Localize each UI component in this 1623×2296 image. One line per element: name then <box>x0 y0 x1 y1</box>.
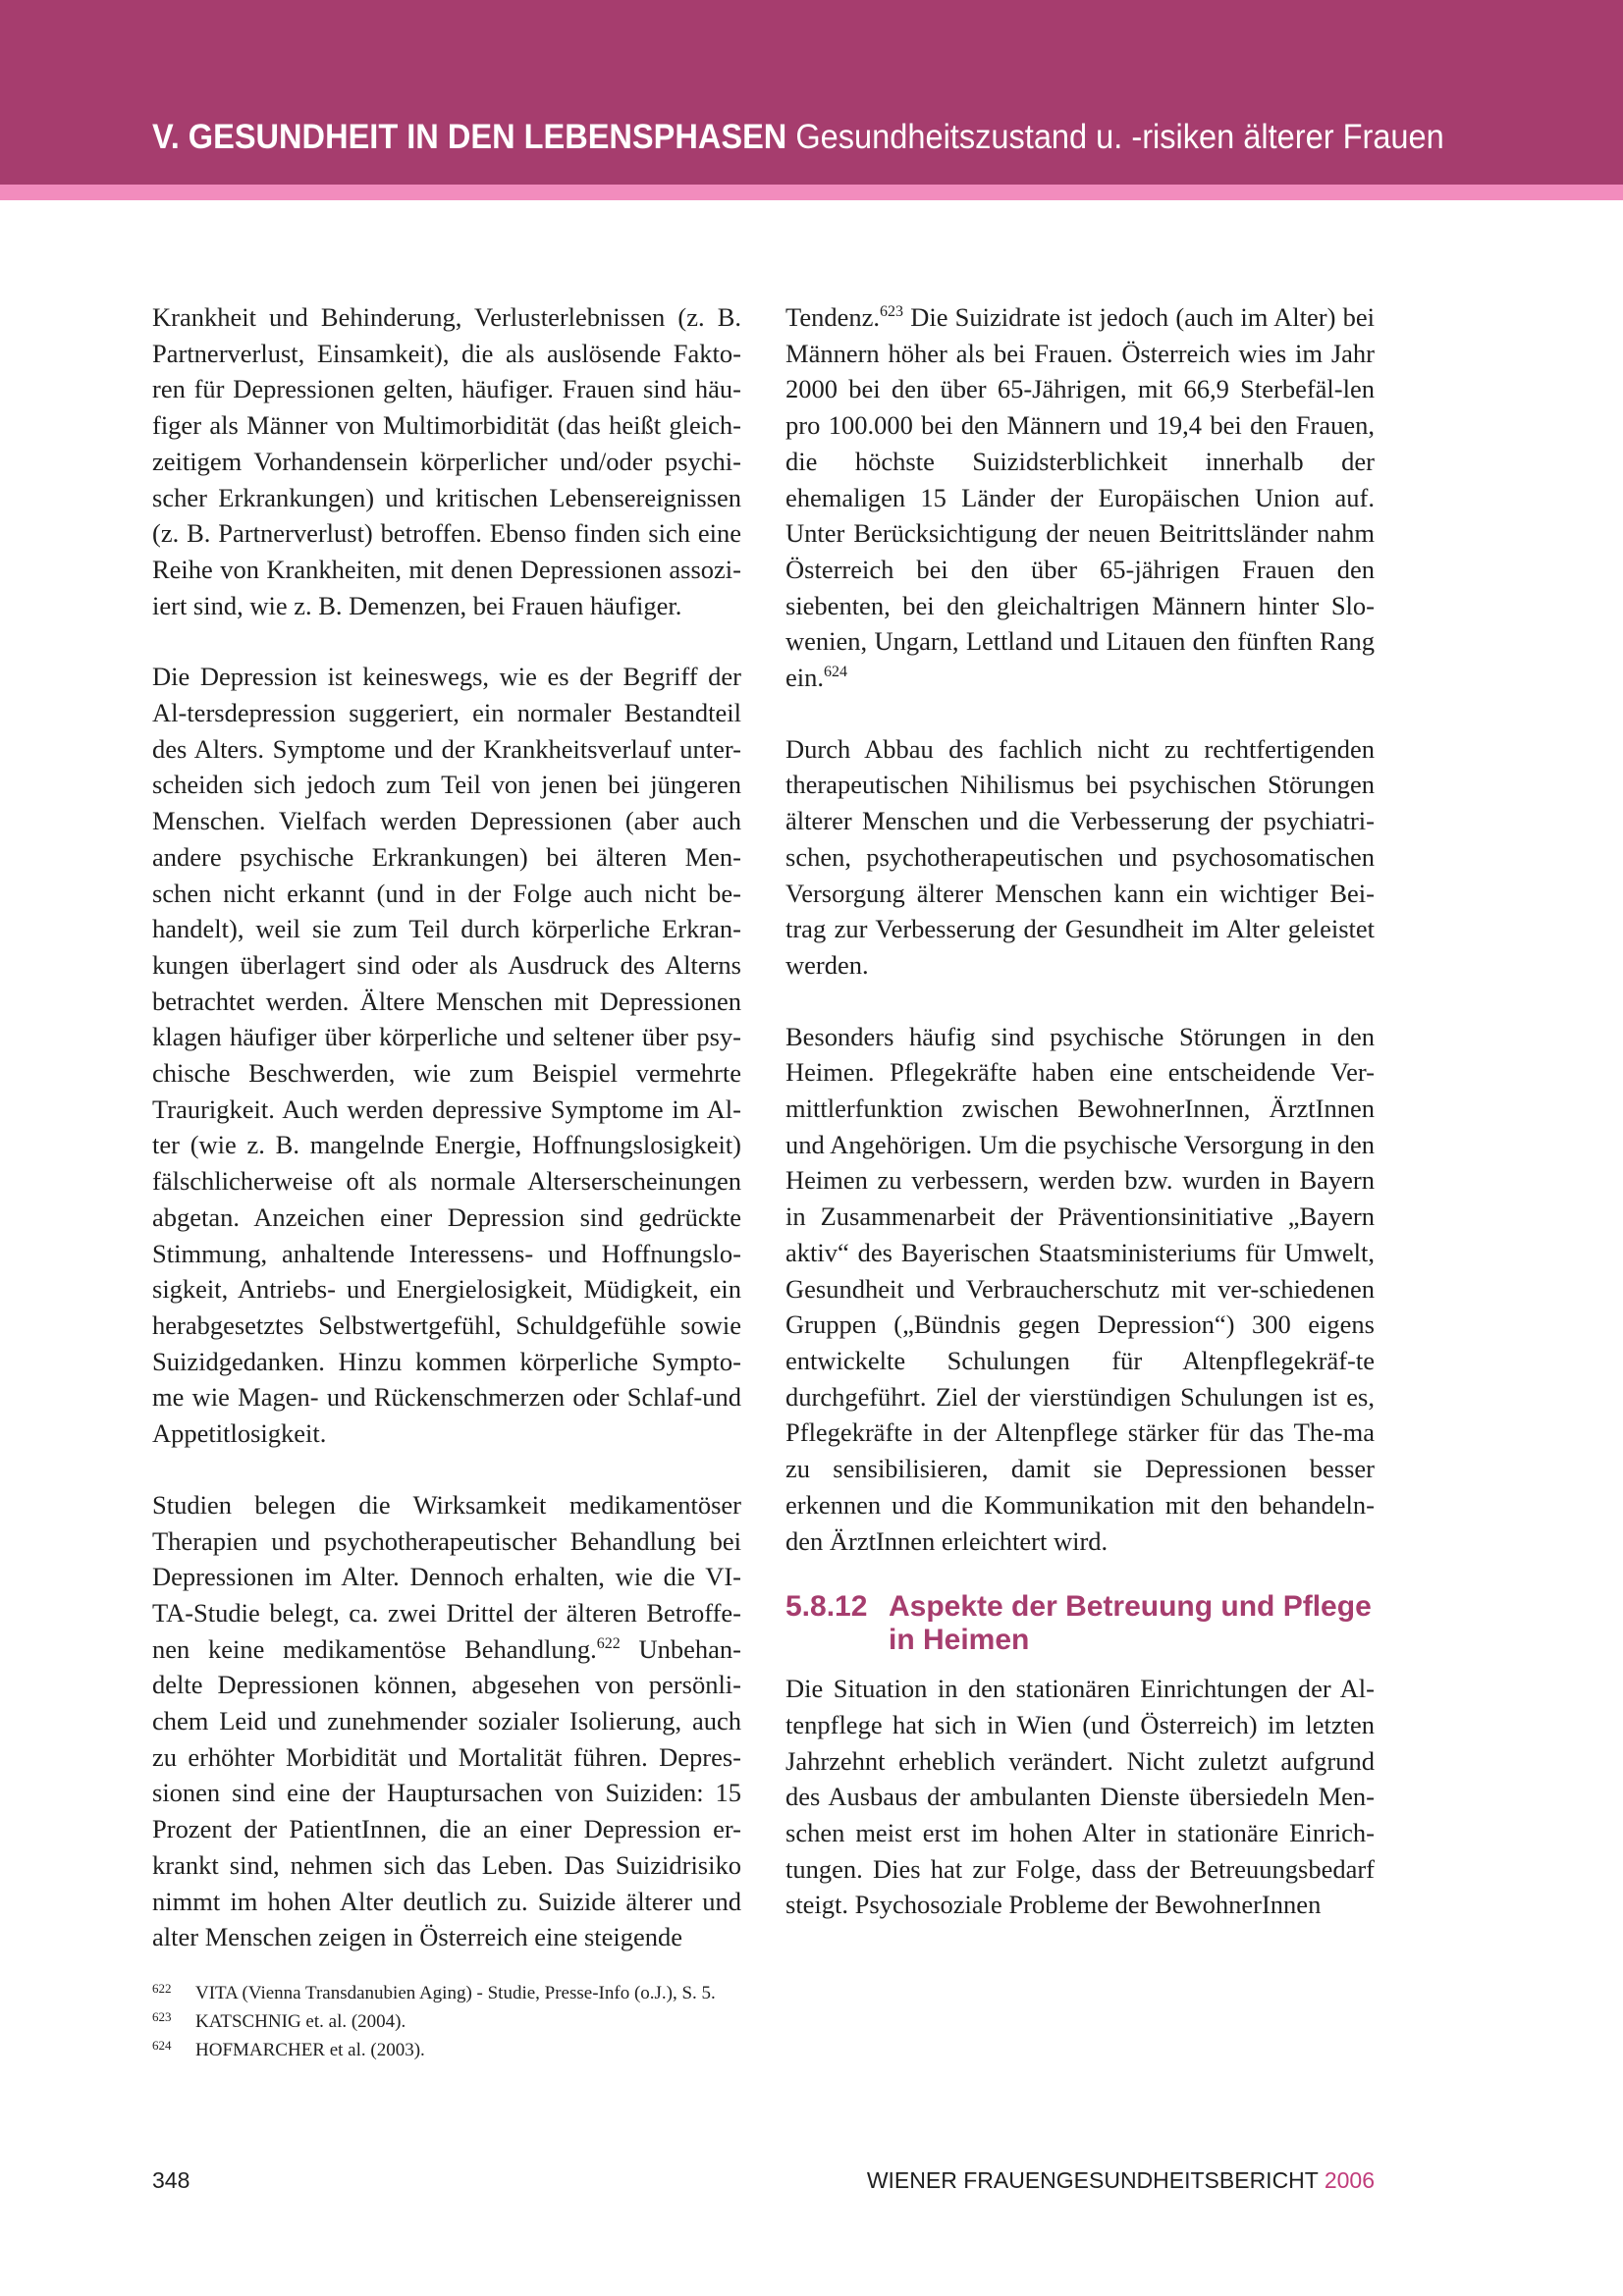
paragraph-text: Tendenz. <box>785 302 880 332</box>
section-number: 5.8.12 <box>785 1590 868 1624</box>
paragraph: Krankheit und Behinderung, Verlusterlebnissen (z. B. Partnerverlust, Einsamkeit), die als auslösende Fakto-ren für Depressionen gelten, häufiger. Frauen sind häu-figer als Männer von Multimorbidität (das heißt gleich-zeitigem Vorhandensein körperlicher und/oder psychi-scher Erkrankungen) und kritischen Lebensereignissen (z. B. Partnerverlust) betroffen. Ebenso finden sich eine Reihe von Krankheiten, mit denen Depressionen assozi-iert sind, wie z. B. Demenzen, bei Frauen häufiger. <box>152 302 741 620</box>
footnote-ref: 624 <box>824 664 847 681</box>
report-name: WIENER FRAUENGESUNDHEITSBERICHT <box>866 2167 1319 2193</box>
left-column <box>152 299 741 1955</box>
footnote-ref: 622 <box>596 1634 621 1652</box>
section-title: Aspekte der Betreuung und Pflege in Heimen <box>889 1590 1372 1657</box>
paragraph: Besonders häufig sind psychische Störungen in den Heimen. Pflegekräfte haben eine entscheidende Ver-mittlerfunktion zwischen BewohnerInnen, ÄrztInnen und Angehörigen. Um die psychische Versorgung in den Heimen zu verbessern, werden bzw. wurden in Bayern in Zusammenarbeit der Präventionsinitiative „Bayern aktiv“ des Bayerischen Staatsministeriums für Umwelt, Gesundheit und Verbraucherschutz mit ver-schiedenen Gruppen („Bündnis gegen Depression“) 300 eigens entwickelte Schulungen für Altenpflegekräf-te durchgeführt. Ziel der vierstündigen Schulungen ist es, Pflegekräfte in der Altenpflege stärker für das The-ma zu sensibilisieren, damit sie Depressionen besser erkennen und die Kommunikation mit den behandeln-den ÄrztInnen erleichtert wird. <box>785 1021 1375 1556</box>
footnote <box>152 2036 1330 2064</box>
report-year: 2006 <box>1324 2167 1375 2193</box>
paragraph <box>152 1487 741 1955</box>
paragraph <box>785 299 1375 696</box>
header-band <box>0 0 1623 185</box>
footnote-text: HOFMARCHER et al. (2003). <box>195 2040 425 2060</box>
running-header <box>152 120 1444 154</box>
footnote-number: 622 <box>152 1981 172 1996</box>
footnote-number: 623 <box>152 2009 172 2024</box>
footnotes <box>152 1979 1330 2064</box>
right-column <box>785 299 1375 1923</box>
footnote-number: 624 <box>152 2038 172 2053</box>
footnote <box>152 2007 1330 2036</box>
footnote-text: KATSCHNIG et. al. (2004). <box>195 2011 406 2032</box>
footnote-text: VITA (Vienna Transdanubien Aging) - Studie, Presse-Info (o.J.), S. 5. <box>195 1983 716 2003</box>
page-number: 348 <box>152 2167 190 2193</box>
paragraph: Durch Abbau des fachlich nicht zu rechtfertigenden therapeutischen Nihilismus bei psychischen Störungen älterer Menschen und die Verbesserung der psychiatri-schen, psychotherapeutischen und psychosomatischen Versorgung älterer Menschen kann ein wichtiger Bei-trag zur Verbesserung der Gesundheit im Alter geleistet werden. <box>785 733 1375 980</box>
footnote-ref: 623 <box>880 303 903 320</box>
header-stripe <box>0 185 1623 200</box>
paragraph: Die Situation in den stationären Einrichtungen der Al-tenpflege hat sich in Wien (und Österreich) im letzten Jahrzehnt erheblich verändert. Nicht zuletzt aufgrund des Ausbaus der ambulanten Dienste übersiedeln Men-schen meist erst im hohen Alter in stationäre Einrich-tungen. Dies hat zur Folge, dass der Betreuungsbedarf steigt. Psychosoziale Probleme der BewohnerInnen <box>785 1674 1375 1920</box>
paragraph-text: Studien belegen die Wirksamkeit medikamentöser Therapien und psychotherapeutischer Behandlung bei Depressionen im Alter. Dennoch erhalten, wie die VI-TA-Studie belegt, ca. zwei Drittel der älteren Betroffe-nen keine medikamentöse Behandlung. <box>152 1489 741 1664</box>
paragraph-text: Unbehan-delte Depressionen können, abgesehen von persönli-chem Leid und zunehmender sozialer Isolierung, auch zu erhöhter Morbidität und Mortalität führen. Depres-sionen sind eine der Hauptursachen von Suiziden: 15 Prozent der PatientInnen, die an einer Depression er-krankt sind, nehmen sich das Leben. Das Suizidrisiko nimmt im hohen Alter deutlich zu. Suizide älterer und alter Menschen zeigen in Österreich eine steigende <box>152 1633 741 1952</box>
section-heading <box>785 1590 1375 1657</box>
footnote <box>152 1979 1330 2007</box>
chapter-subtitle: Gesundheitszustand u. -risiken älterer Frauen <box>795 118 1444 156</box>
paragraph: Die Depression ist keineswegs, wie es der Begriff der Al-tersdepression suggeriert, ein normaler Bestandteil des Alters. Symptome und der Krankheitsverlauf unter-scheiden sich jedoch zum Teil von jenen bei jüngeren Menschen. Vielfach werden Depressionen (aber auch andere psychische Erkrankungen) bei älteren Men-schen nicht erkannt (und in der Folge auch nicht be-handelt), weil sie zum Teil durch körperliche Erkran-kungen überlagert sind oder als Ausdruck des Alterns betrachtet werden. Ältere Menschen mit Depressionen klagen häufiger über körperliche und seltener über psy-chische Beschwerden, wie zum Beispiel vermehrte Traurigkeit. Auch werden depressive Symptome im Al-ter (wie z. B. mangelnde Energie, Hoffnungslosigkeit) fälschlicherweise oft als normale Alterserscheinungen abgetan. Anzeichen einer Depression sind gedrückte Stimmung, anhaltende Interessens- und Hoffnungslo-sigkeit, Antriebs- und Energielosigkeit, Müdigkeit, ein herabgesetztes Selbstwertgefühl, Schuldgefühle sowie Suizidgedanken. Hinzu kommen körperliche Sympto-me wie Magen- und Rückenschmerzen oder Schlaf-und Appetitlosigkeit. <box>152 662 741 1449</box>
report-title <box>867 2167 1375 2194</box>
chapter-title: V. GESUNDHEIT IN DEN LEBENSPHASEN <box>152 118 787 156</box>
paragraph-text: Die Suizidrate ist jedoch (auch im Alter) bei Männern höher als bei Frauen. Österreich wies im Jahr 2000 bei den über 65-Jährigen, mit 66,9 Sterbefäl-len pro 100.000 bei den Männern und 19,4 bei den Frauen, die höchste Suizidsterblichkeit innerhalb der ehemaligen 15 Länder der Europäischen Union auf. Unter Berücksichtigung der neuen Beitrittsländer nahm Österreich bei den über 65-jährigen Frauen den siebenten, bei den gleichaltrigen Männern hinter Slo-wenien, Ungarn, Lettland und Litauen den fünften Rang ein. <box>785 302 1375 693</box>
